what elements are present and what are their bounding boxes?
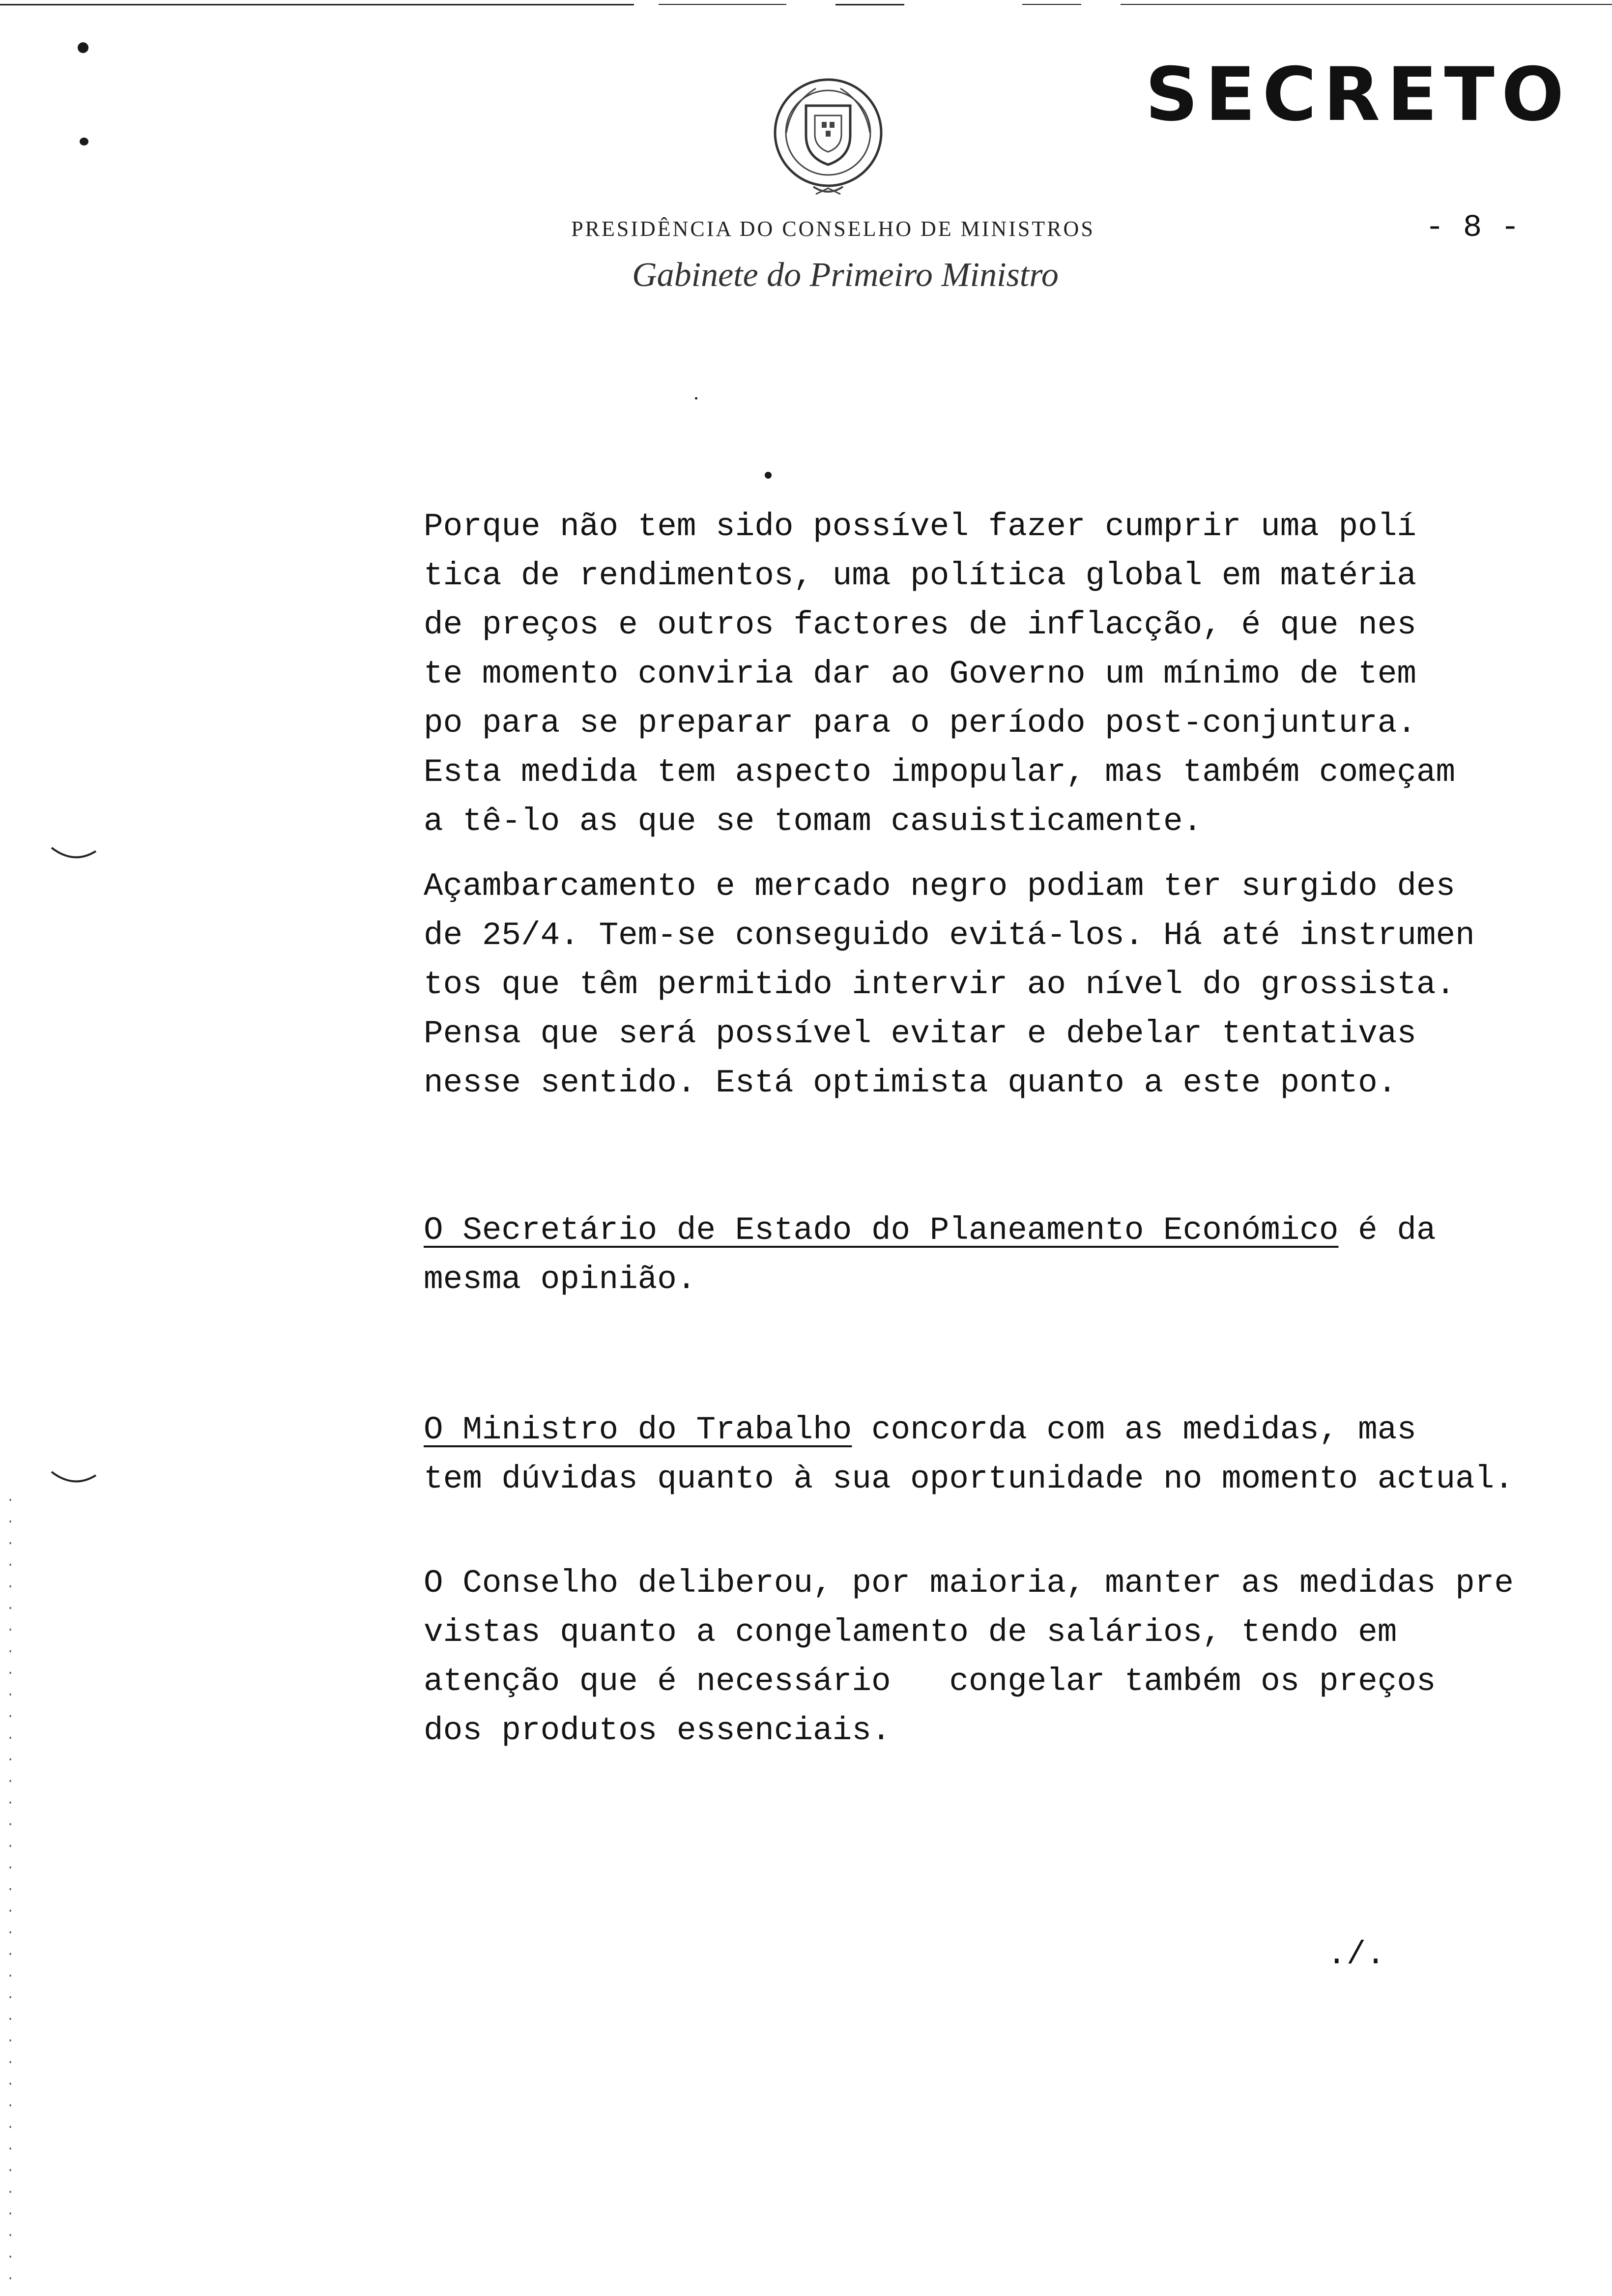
speaker-statement: concorda com as medidas, mas <box>852 1411 1416 1448</box>
paragraph-secretary-opinion <box>424 1206 1564 1304</box>
margin-punch-mark <box>49 1469 98 1489</box>
top-rule <box>0 4 634 5</box>
text-line: Açambarcamento e mercado negro podiam ter surgido des <box>424 868 1456 905</box>
paragraph-council-decision <box>424 1559 1564 1755</box>
paragraph-incomes-policy <box>424 502 1564 846</box>
scan-speck <box>80 138 88 145</box>
office-name-script: Gabinete do Primeiro Ministro <box>632 256 1059 294</box>
top-rule <box>659 4 786 5</box>
speaker-name: O Secretário de Estado do Planeamento Económico <box>424 1212 1339 1249</box>
paragraph-labour-minister <box>424 1406 1564 1504</box>
top-rule <box>1022 4 1081 5</box>
top-rule <box>835 4 904 5</box>
classification-stamp: SECRETO <box>1145 52 1571 138</box>
margin-punch-mark <box>49 845 98 865</box>
text-line <box>424 1406 1564 1455</box>
top-rule <box>1121 4 1612 5</box>
margin-dotted-line <box>8 1499 13 2296</box>
text-line: vistas quanto a congelamento de salários, tendo em <box>424 1614 1397 1651</box>
text-line: mesma opinião. <box>424 1261 696 1298</box>
text-line: Porque não tem sido possível fazer cumprir uma polí <box>424 508 1416 545</box>
text-line: tem dúvidas quanto à sua oportunidade no momento actual. <box>424 1461 1514 1497</box>
organization-name: PRESIDÊNCIA DO CONSELHO DE MINISTROS <box>571 217 1095 241</box>
text-line: po para se preparar para o período post-conjuntura. <box>424 705 1416 742</box>
text-line: Pensa que será possível evitar e debelar tentativas <box>424 1015 1416 1052</box>
text-line: dos produtos essenciais. <box>424 1712 891 1749</box>
text-line: te momento conviria dar ao Governo um mínimo de tem <box>424 656 1416 692</box>
scan-speck <box>78 42 88 53</box>
text-line: de 25/4. Tem-se conseguido evitá-los. Há até instrumen <box>424 917 1475 954</box>
text-line: nesse sentido. Está optimista quanto a este ponto. <box>424 1064 1397 1101</box>
continuation-mark: ./. <box>1327 1936 1385 1973</box>
paragraph-black-market <box>424 862 1564 1108</box>
text-line: a tê-lo as que se tomam casuisticamente. <box>424 803 1203 840</box>
text-line <box>424 1206 1564 1255</box>
text-line: tos que têm permitido intervir ao nível do grossista. <box>424 966 1456 1003</box>
text-line: tica de rendimentos, uma política global em matéria <box>424 557 1416 594</box>
coat-of-arms-emblem <box>767 74 890 201</box>
text-line: atenção que é necessário congelar também os preços <box>424 1663 1436 1700</box>
text-line: de preços e outros factores de inflacção, é que nes <box>424 606 1416 643</box>
text-line: Esta medida tem aspecto impopular, mas também começam <box>424 754 1456 791</box>
speaker-name: O Ministro do Trabalho <box>424 1411 852 1448</box>
text-line: O Conselho deliberou, por maioria, manter as medidas pre <box>424 1565 1514 1602</box>
page-number: - 8 - <box>1425 210 1520 246</box>
speaker-statement: é da <box>1338 1212 1436 1249</box>
scan-speck <box>765 472 772 479</box>
scan-speck <box>695 397 697 400</box>
